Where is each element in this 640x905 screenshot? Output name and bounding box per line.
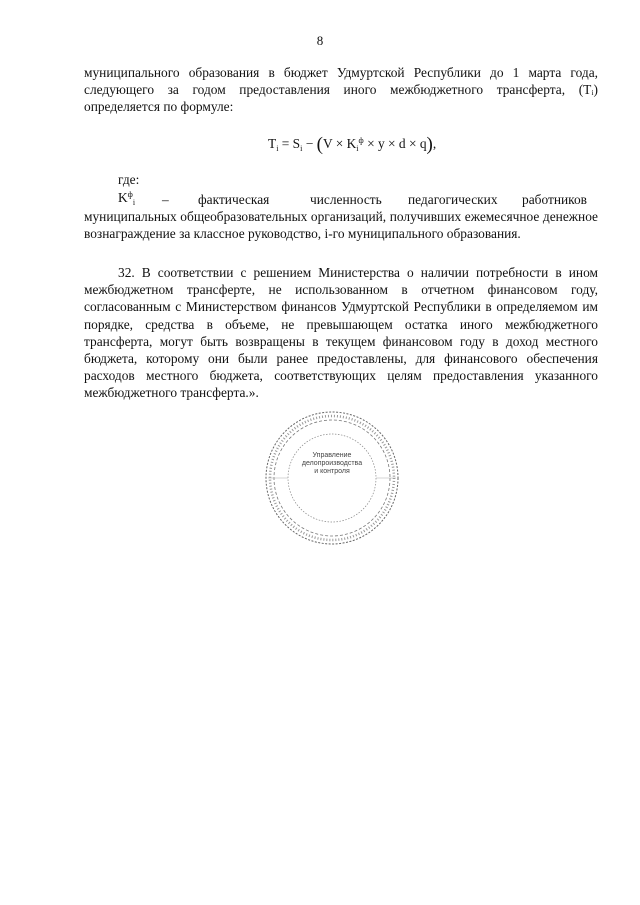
stamp-line-1: Управление (312, 452, 352, 459)
formula-close-paren: ) (426, 134, 433, 155)
definition-symbol-sup: ф (127, 190, 133, 199)
paragraph-intro: муниципального образования в бюджет Удмуртской Республики до 1 марта года, следующего за годом предоставления иного межбюджетного трансферта, (Tᵢ) определяется по формуле: (84, 65, 598, 115)
formula-lhs: T (268, 136, 277, 151)
definition-word-3: педагогических (408, 192, 498, 207)
definition-symbol-letter: K (118, 190, 128, 205)
formula-open-paren: ( (316, 134, 323, 155)
where-label: где: (118, 172, 140, 187)
formula-k-sub: i (356, 144, 359, 153)
formula-body1: V × K (322, 136, 357, 151)
official-stamp (262, 408, 402, 548)
formula-minus: − (302, 136, 317, 151)
definition-symbol-sub: i (132, 198, 136, 207)
formula-eq: = S (278, 136, 301, 151)
stamp-line-3: и контроля (314, 468, 350, 475)
definition-word-1: фактическая (198, 192, 270, 207)
stamp-text (300, 452, 364, 476)
definition-word-2: численность (310, 192, 382, 207)
definition-continuation: муниципальных общеобразовательных организаций, получивших ежемесячное денежное вознаграждение за классное руководство, i-го муниципального образования. (84, 209, 598, 242)
formula-tail: , (432, 136, 437, 151)
stamp-line-2: делопроизводства (301, 460, 363, 467)
paragraph-32: 32. В соответствии с решением Министерства о наличии потребности в ином межбюджетном трансферте, не использованном в отчетном финансовом году, согласованным с Министерством финансов Удмуртской Республики в определяемом им порядке, средства в объеме, не превышающем остатка иного межбюджетного трансферта, могут быть возвращены в текущем финансовом году в доход местного бюджета, которому они были ранее предоставлены, для финансового обеспечения расходов местного бюджета, соответствующих целям предоставления указанного межбюджетного трансферта.». (84, 265, 598, 401)
formula-body2: × y × d × q (363, 136, 427, 151)
formula-s-sub: i (300, 144, 303, 153)
definition-symbol (118, 190, 135, 207)
definition-dash: – (162, 192, 169, 207)
formula (268, 134, 436, 156)
formula-lhs-sub: i (276, 144, 279, 153)
page-number: 8 (316, 33, 324, 48)
formula-k-sup: ф (358, 136, 364, 145)
definition-word-4: работников (522, 192, 587, 207)
